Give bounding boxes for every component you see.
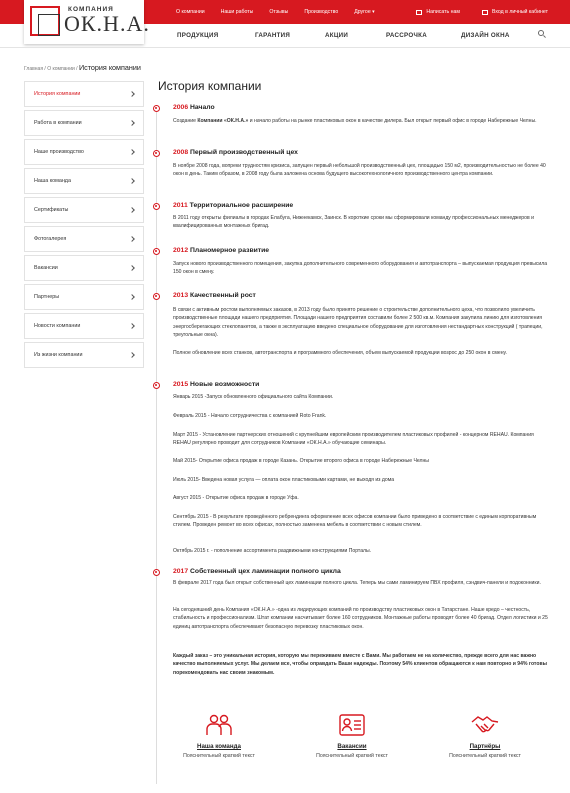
timeline-dot-icon [153,293,160,300]
event-text-part: и начало работы на рынке пластиковых окон в качестве дилера. Был открыт первый офис в городе Набережные Челны. [248,118,537,124]
logo-top-text: КОМПАНИЯ [68,6,114,13]
sidebar-item-certificates[interactable] [24,197,144,223]
timeline-dot-icon [153,203,160,210]
feature-title[interactable]: Вакансии [337,743,367,750]
sidebar-item-label: Наша команда [34,178,71,184]
sidebar-item-news[interactable] [24,313,144,339]
event-list-item: Сентябрь 2015 - В результате проведённого ребрендинга оформление всех офисов компании было приведено в соответствие с единым корпоративным стилем. Проведен ремонт во всех офисах, полностью заменена мебель в соответствии с новым стилем. [173,514,537,529]
team-icon [205,713,233,737]
event-text: В 2011 году открыты филиалы в городах Елабуга, Нижнекамск, Заинск. В короткие сроки мы сформировали команду профессиональных менеджеров и квалифицированных монтажных бригад. [173,215,534,230]
chevron-right-icon [129,120,135,126]
main-nav-products[interactable]: ПРОДУКЦИЯ [177,32,219,39]
sidebar-item-history[interactable] [24,81,144,107]
feature-title[interactable]: Наша команда [197,743,241,750]
event-heading [173,292,256,299]
sidebar-item-label: Из жизни компании [34,352,83,358]
sidebar-item-label: Сертификаты [34,207,69,213]
sidebar-item-vacancies[interactable] [24,255,144,281]
breadcrumb-sep: / [44,66,46,72]
top-nav [176,0,391,24]
chevron-right-icon [129,178,135,184]
sidebar-item-label: Фотогалерея [34,236,67,242]
sidebar-item-production[interactable] [24,139,144,165]
handshake-icon [471,713,499,737]
page-title: История компании [158,79,262,93]
main-content [156,79,551,676]
event-year: 2006 [173,104,189,111]
feature-title[interactable]: Партнёры [469,743,501,750]
sidebar [24,81,144,371]
event-year: 2011 [173,202,188,209]
chevron-right-icon [129,352,135,358]
event-heading [173,247,269,254]
event-list-item: Июль 2015- Введена новая услуга — оплата окон пластиковыми картами, не выходя из дома [173,477,395,483]
write-us-link[interactable] [416,9,460,15]
event-text: Полное обновление всех станков, автотранспорта и программного обеспечения, объем выпускаемой продукции возрос до 250 окон в смену. [173,350,507,356]
main-nav [0,24,570,48]
event-heading [173,149,298,156]
chevron-right-icon [129,294,135,300]
top-nav-production[interactable]: Производство [304,9,339,15]
breadcrumb-company[interactable]: О компании [47,66,75,72]
sidebar-item-partners[interactable] [24,284,144,310]
feature-subtitle: Пояснительный краткий текст [316,753,388,759]
event-heading [173,104,215,111]
sidebar-item-work[interactable] [24,110,144,136]
breadcrumb-current: История компании [78,63,141,72]
event-title: Планомерное развитие [190,247,270,254]
event-text-part: Создание [173,118,198,124]
login-link[interactable] [482,9,548,15]
feature-subtitle: Пояснительный краткий текст [183,753,255,759]
event-text [173,117,551,125]
chevron-right-icon [129,207,135,213]
sidebar-item-team[interactable] [24,168,144,194]
top-actions [394,0,548,24]
event-heading [173,202,293,209]
event-title: Первый производственный цех [190,149,298,156]
breadcrumb [24,63,141,72]
resume-icon [338,713,366,737]
event-title: Собственный цех ламинации полного цикла [190,568,341,575]
sidebar-item-label: Вакансии [34,265,58,271]
main-nav-installment[interactable]: РАССРОЧКА [386,32,427,39]
main-nav-promo[interactable]: АКЦИИ [325,32,349,39]
event-year: 2017 [173,568,189,575]
feature-vacancies[interactable] [297,713,407,759]
event-year: 2012 [173,247,189,254]
event-text-bold: Компании «ОК.Н.А.» [197,118,249,124]
sidebar-item-label: Новости компании [34,323,81,329]
event-heading [173,381,259,388]
event-year: 2015 [173,381,189,388]
event-list-item: Февраль 2015 - Начало сотрудничества с компанией Roto Frank. [173,413,327,419]
event-text: В ноябре 2008 года, вопреки трудностям кризиса, запущен первый небольшой производственный цех, площадью 150 м2, производительностью не более 40 окон в день. Таким образом, в 2008 году была заложена основа будущего высокотехнологичного производственного центра компании. [173,163,546,178]
login-icon [482,10,488,15]
event-list-item: Август 2015 - Открытие офиса продаж в городе Уфа. [173,495,299,501]
breadcrumb-home[interactable]: Главная [24,66,44,72]
feature-team[interactable] [164,713,274,759]
sidebar-item-label: Наше производство [34,149,84,155]
event-list-item: Январь 2015 -Запуск обновленного официального сайта Компании. [173,394,334,400]
sidebar-item-label: Работа в компании [34,120,82,126]
event-text: В связи с активным ростом выполняемых заказов, в 2013 году было принято решение о строительстве дополнительного цеха, что позволило увеличить производственные площади нашего предприятия. Площади нашего предприятия составили более 2 500 кв.м. Компания закупила линию для изготовления энергосберегающих стеклопакетов, а также в эксплуатацию введено специальное оборудование для изготовления нестандартных конструкций ( трапеции, треугольные окна). [173,307,543,339]
timeline-dot-icon [153,382,160,389]
event-list-item: Март 2015 - Установление партнерских отношений с крупнейшим европейским производителем пластиковых профилей - концерном REHAU. Компания REHAU регулярно проводит для сотрудников Компании «ОК.Н.А.» обучающие семинары. [173,432,534,447]
sidebar-item-label: История компании [34,91,81,97]
event-title: Новые возможности [190,381,260,388]
main-nav-window-design[interactable]: ДИЗАЙН ОКНА [461,32,510,39]
feature-partners[interactable] [430,713,540,759]
event-list-item: Май 2015- Открытие офиса продаж в городе Казань. Открытие второго офиса в городе Набережные Челны [173,458,429,464]
event-text: Запуск нового производственного помещения, закупка дополнительного современного оборудования и автотранспорта – выпускаемая продукция превысила 150 окон в смену. [173,261,548,276]
logo-brand: ОК.Н.А. [64,11,150,36]
mail-icon [416,10,422,15]
main-nav-warranty[interactable]: ГАРАНТИЯ [255,32,291,39]
chevron-right-icon [129,149,135,155]
event-text: В феврале 2017 года был открыт собственный цех ламинации полного цикла. Теперь мы сами ламинируем ПВХ профиля, сэндвич-панели и подоконники. [173,580,541,586]
timeline-dot-icon [153,248,160,255]
top-nav-reviews[interactable]: Отзывы [269,9,289,15]
write-us-label: Написать нам [426,9,460,15]
event-text: На сегодняшний день Компания «ОК.Н.А.» -одна из лидирующих компаний по производству пластиковых окон в Татарстане. Наше кредо – честность, стабильность и профессионализм. Штат компании насчитывает более 160 сотрудников. Монтажные работы проводят более 40 бригад. Отдел логистики и 25 единиц автотранспорта обеспечивают безопасную перевозку пластиковых окон. [173,607,548,630]
timeline-dot-icon [153,150,160,157]
feature-subtitle: Пояснительный краткий текст [449,753,521,759]
event-heading [173,568,341,575]
top-nav-works[interactable]: Наши работы [220,9,254,15]
top-nav-about[interactable]: О компании [176,9,205,15]
timeline-dot-icon [153,105,160,112]
sidebar-item-life[interactable] [24,342,144,368]
chevron-right-icon [129,323,135,329]
event-list-item: Октябрь 2015 г. - пополнение ассортимента раздвижными конструкциями Порталы. [173,548,372,554]
event-title: Начало [190,104,215,111]
timeline-dot-icon [153,569,160,576]
chevron-right-icon [129,91,135,97]
chevron-right-icon [129,265,135,271]
login-label: Вход в личный кабинет [491,9,548,15]
top-nav-other-dropdown[interactable]: Другое ▾ [354,9,375,15]
breadcrumb-sep: / [76,66,78,72]
event-year: 2008 [173,149,189,156]
event-year: 2013 [173,292,189,299]
search-icon[interactable] [538,30,546,38]
event-text-bold: Каждый заказ – это уникальная история, которую мы переживаем вместе с Вами. Мы работаем не на количество, прежде всего для нас важно качество выполняемых услуг. Мы делаем все, чтобы оправдать Ваши надежды. Поэтому 54% клиентов обращаются к нам повторно и 94% готовы порекомендовать нас своим знакомым. [173,653,547,676]
sidebar-item-label: Партнеры [34,294,60,300]
event-title: Качественный рост [190,292,256,299]
sidebar-item-gallery[interactable] [24,226,144,252]
chevron-right-icon [129,236,135,242]
event-title: Территориальное расширение [189,202,294,209]
